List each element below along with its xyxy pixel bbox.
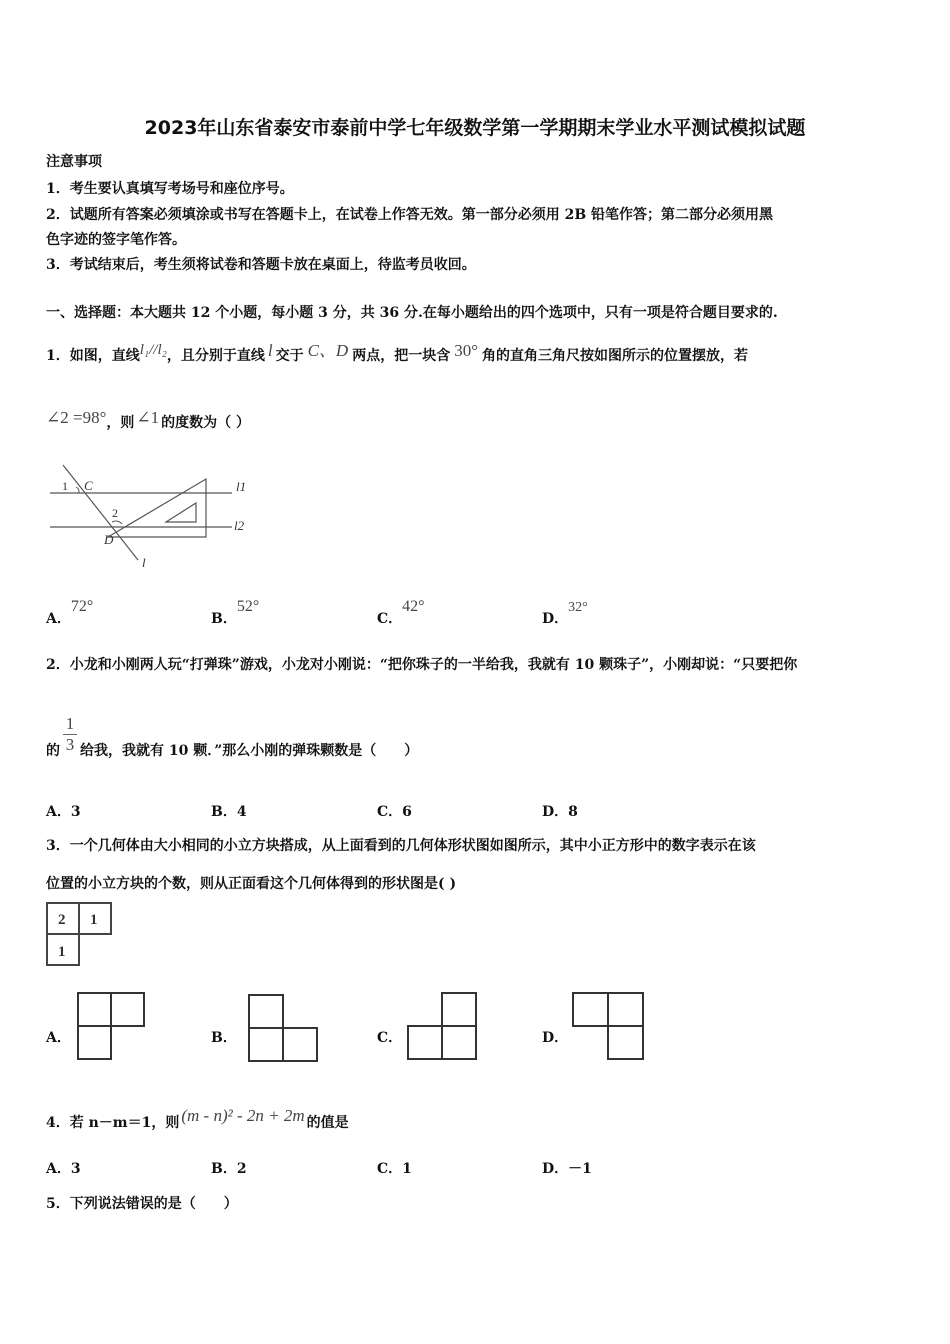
q4-option-d[interactable] — [542, 1158, 592, 1178]
fig-label-D: D — [104, 532, 114, 547]
option-value: 72° — [70, 598, 94, 615]
q1-option-a[interactable] — [46, 598, 94, 628]
q4-option-b[interactable] — [211, 1158, 247, 1178]
option-label: C． — [377, 804, 403, 820]
fig-label-l2: l2 — [234, 518, 245, 533]
q4-stem — [46, 1106, 349, 1132]
q3-option-b-figure[interactable] — [248, 994, 318, 1062]
option-label: D． — [542, 1161, 569, 1177]
q1-text-1: 1．如图，直线 — [46, 348, 140, 364]
q1-math-angle1: ∠1 — [136, 408, 160, 427]
q3-option-a-label[interactable]: A． — [46, 1030, 71, 1046]
q3-option-d-figure[interactable] — [572, 992, 644, 1060]
option-value: 8 — [568, 804, 578, 820]
q1-text-2: ，且分别于直线 — [166, 348, 265, 364]
q1-math-angle2: ∠2 =98° — [46, 408, 107, 427]
fig-label-l1: l1 — [236, 479, 247, 494]
q1-option-d[interactable] — [542, 600, 588, 628]
section-heading: 一、选择题：本大题共 12 个小题，每小题 3 分，共 36 分.在每小题给出的四个选项中，只有一项是符合题目要求的. — [46, 305, 778, 321]
option-label: C． — [377, 611, 403, 627]
q2-fraction — [63, 714, 77, 755]
option-label: B． — [211, 611, 237, 627]
q2-option-d[interactable] — [542, 801, 578, 821]
line-l — [63, 465, 138, 560]
q2-option-b[interactable] — [211, 801, 247, 821]
notice-item-3: 3．考试结束后，考生须将试卷和答题卡放在桌面上，待监考员收回。 — [46, 257, 476, 273]
q4-option-a[interactable] — [46, 1158, 81, 1178]
option-label: B． — [211, 1161, 237, 1177]
q3-option-c-figure[interactable] — [407, 992, 477, 1060]
q4-text-2: 的值是 — [306, 1115, 349, 1131]
notice-item-1: 1．考生要认真填写考场号和座位序号。 — [46, 181, 294, 197]
triangle-inner — [166, 503, 196, 522]
q3-option-d-label[interactable]: D． — [542, 1030, 569, 1046]
q2-line2 — [46, 740, 60, 760]
notice-item-2: 2．试题所有答案必须填涂或书写在答题卡上，在试卷上作答无效。第一部分必须用 2B 铅笔作答；第二部分必须用黑 — [46, 207, 774, 223]
q1-math-angle30: 30° — [454, 341, 479, 360]
option-value: 1 — [402, 1161, 412, 1177]
option-value: 4 — [236, 804, 247, 820]
fig-label-C: C — [84, 478, 93, 493]
q4-expression: (m - n)² - 2n + 2m — [181, 1106, 305, 1125]
q1-stem — [46, 340, 748, 365]
option-value: 52° — [236, 598, 260, 615]
q2-option-c[interactable] — [377, 801, 412, 821]
option-value: 3 — [70, 1161, 81, 1177]
option-value: 42° — [402, 598, 425, 615]
q2-option-a[interactable] — [46, 801, 81, 821]
option-value: 3 — [70, 804, 81, 820]
q1-option-c[interactable] — [377, 598, 425, 628]
q3-option-b-label[interactable]: B． — [211, 1030, 237, 1046]
page-title: 2023年山东省泰安市泰前中学七年级数学第一学期期末学业水平测试模拟试题 — [144, 117, 806, 139]
q3-option-c-label[interactable]: C． — [377, 1030, 403, 1046]
angle2-arc — [112, 521, 122, 524]
grid-value: 1 — [58, 944, 66, 960]
grid-value: 2 — [58, 912, 66, 928]
option-value: 2 — [236, 1161, 247, 1177]
q2-line1: 2．小龙和小刚两人玩“打弹珠”游戏，小龙对小刚说：“把你珠子的一半给我，我就有 10 颗珠子”，小刚却说：“只要把你 — [46, 657, 798, 673]
option-value: －1 — [568, 1161, 592, 1177]
option-value: 32° — [568, 600, 588, 615]
angle1-arc — [76, 487, 79, 493]
option-label: D． — [542, 804, 569, 820]
option-label: C． — [377, 1161, 403, 1177]
q1-text-7: 的度数为（ ） — [161, 415, 251, 431]
fig-label-1: 1 — [62, 479, 68, 493]
option-label: B． — [211, 804, 237, 820]
fig-label-l: l — [142, 555, 146, 570]
option-label: A． — [46, 611, 71, 627]
fraction-denominator: 3 — [65, 735, 75, 754]
option-label: A． — [46, 1161, 71, 1177]
q3-top-view-grid — [46, 902, 114, 968]
grid-value: 1 — [90, 912, 98, 928]
q4-option-c[interactable] — [377, 1158, 412, 1178]
q1-stem-line2 — [46, 408, 251, 432]
notice-item-2-cont: 色字迹的签字笔作答。 — [46, 232, 186, 248]
q4-text-1: 4．若 n－m＝1，则 — [46, 1115, 180, 1131]
q3-line1: 3．一个几何体由大小相同的小立方块搭成，从上面看到的几何体形状图如图所示，其中小正方形中的数字表示在该 — [46, 838, 756, 854]
q1-text-4: 两点，把一块含 — [352, 348, 451, 364]
fig-label-2: 2 — [112, 506, 118, 520]
q1-math-line: l — [267, 341, 273, 360]
q1-option-b[interactable] — [211, 598, 260, 628]
q3-line2: 位置的小立方块的个数，则从正面看这个几何体得到的形状图是( ) — [46, 876, 457, 892]
q5-stem: 5．下列说法错误的是（ ） — [46, 1196, 238, 1212]
q3-option-a-figure[interactable] — [77, 992, 145, 1060]
q1-text-5: 角的直角三角尺按如图所示的位置摆放，若 — [482, 348, 749, 364]
fraction-numerator: 1 — [65, 714, 75, 733]
q1-text-6: ，则 — [106, 415, 135, 431]
triangle-ruler — [108, 479, 206, 537]
q1-text-3: 交于 — [275, 348, 304, 364]
q1-math-parallel: l₁//l₂ — [139, 342, 167, 358]
q2-text-1: 的 — [46, 743, 60, 759]
notice-heading: 注意事项 — [46, 154, 102, 170]
option-label: A． — [46, 804, 71, 820]
q1-figure — [46, 460, 266, 575]
option-value: 6 — [402, 804, 412, 820]
option-label: D． — [542, 611, 569, 627]
q2-text-2: 给我，我就有 10 颗．”那么小刚的弹珠颗数是（ ） — [80, 743, 419, 759]
q1-math-points: C、D — [307, 341, 349, 360]
